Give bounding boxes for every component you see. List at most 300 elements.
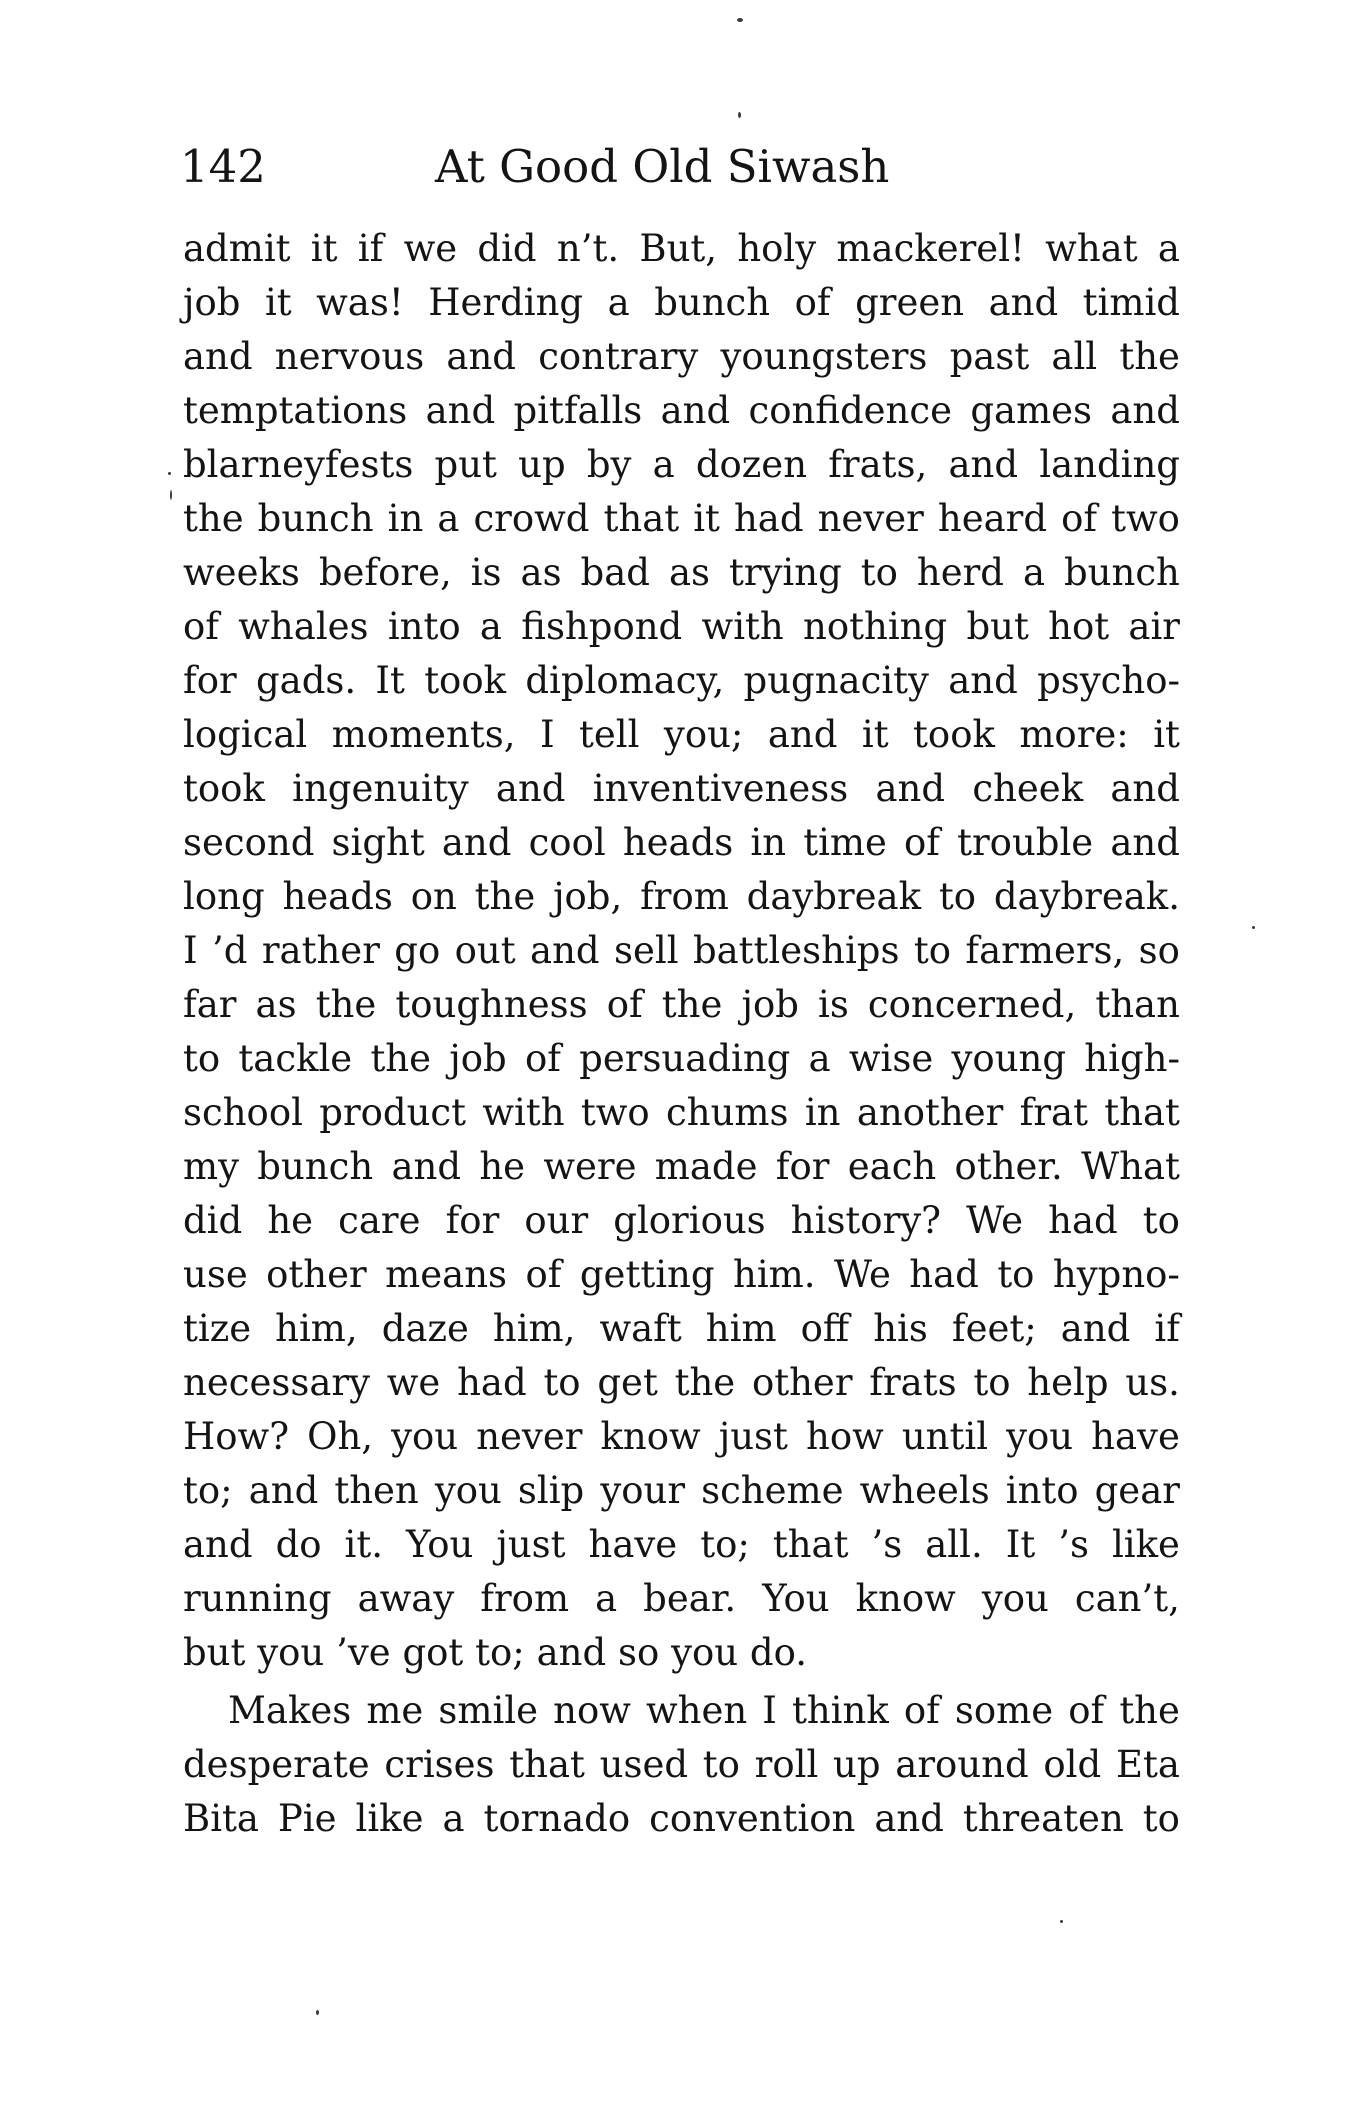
text-line <box>183 276 1180 330</box>
word: the <box>370 1037 432 1080</box>
word: used <box>599 1743 689 1786</box>
word: from <box>640 875 729 918</box>
text-line <box>183 870 1180 924</box>
word: up <box>833 1743 881 1786</box>
word: other <box>266 1253 367 1296</box>
word: and <box>1110 767 1180 810</box>
word: daybreak <box>746 875 922 918</box>
word: is <box>818 983 849 1026</box>
word: two <box>580 1091 650 1134</box>
word: desperate <box>183 1743 370 1786</box>
word: by <box>586 443 632 486</box>
word: and <box>391 1145 462 1188</box>
word: a <box>652 443 675 486</box>
word: it <box>861 713 889 756</box>
word: to <box>702 1743 740 1786</box>
word: and <box>425 389 496 432</box>
text-line <box>183 546 1180 600</box>
word: got <box>402 1631 464 1674</box>
word: job <box>183 281 241 324</box>
word: each <box>847 1145 937 1188</box>
word: like <box>1111 1523 1180 1566</box>
word: of <box>606 983 643 1026</box>
word: two <box>1111 497 1180 540</box>
word: bad <box>580 551 650 594</box>
word: and <box>530 929 600 972</box>
text-line <box>183 600 1180 654</box>
word: youngsters <box>720 335 928 378</box>
running-title: At Good Old Siwash <box>435 140 890 193</box>
word: second <box>183 821 315 864</box>
word: holy <box>737 227 817 270</box>
word: into <box>1005 1469 1079 1512</box>
word: to; <box>700 1523 750 1566</box>
word: and <box>988 281 1059 324</box>
word: necessary <box>183 1361 370 1404</box>
word: We <box>833 1253 891 1296</box>
word: bunch <box>1063 551 1180 594</box>
text-line <box>183 222 1180 276</box>
word: more: <box>1019 713 1129 756</box>
word: took <box>424 659 507 702</box>
word: Herding <box>428 281 584 324</box>
word: you <box>257 1631 325 1674</box>
word: use <box>183 1253 248 1296</box>
word: of <box>1068 1689 1105 1732</box>
text-line <box>183 1518 1180 1572</box>
word: it <box>693 497 720 540</box>
text-line <box>183 762 1180 816</box>
text-line <box>183 1248 1180 1302</box>
word: had <box>457 1361 527 1404</box>
word: know <box>600 1415 701 1458</box>
word: the <box>183 497 244 540</box>
word: crowd <box>473 497 590 540</box>
word: tornado <box>483 1797 631 1840</box>
word: ingenuity <box>292 767 469 810</box>
text-line <box>183 1738 1180 1792</box>
page-number: 142 <box>180 140 266 193</box>
word: had <box>909 1253 979 1296</box>
word: school <box>183 1091 303 1134</box>
word: with <box>701 605 784 648</box>
word: nothing <box>803 605 948 648</box>
word: and <box>446 335 516 378</box>
word: it <box>310 227 338 270</box>
word: and <box>248 1469 319 1512</box>
word: him, <box>492 1307 576 1350</box>
word: sight <box>331 821 425 864</box>
word: and <box>441 821 512 864</box>
word: old <box>1043 1743 1102 1786</box>
word: high- <box>1084 1037 1180 1080</box>
word: time <box>803 821 887 864</box>
word: daybreak. <box>993 875 1180 918</box>
word: tell <box>579 713 640 756</box>
word: to; <box>183 1469 233 1512</box>
text-line <box>183 1572 1180 1626</box>
word: off <box>800 1307 850 1350</box>
word: have <box>1091 1415 1180 1458</box>
print-speck <box>737 18 743 22</box>
text-line <box>183 1626 1180 1680</box>
print-speck <box>738 112 741 118</box>
word: the <box>315 983 377 1026</box>
word: I <box>539 713 555 756</box>
word: I <box>762 1689 777 1732</box>
word: daze <box>381 1307 469 1350</box>
word: a <box>595 1577 618 1620</box>
word: and <box>767 713 838 756</box>
word: ’s <box>1058 1523 1089 1566</box>
word: trying <box>728 551 842 594</box>
print-speck <box>316 2010 319 2015</box>
word: and <box>495 767 566 810</box>
word: cheek <box>972 767 1084 810</box>
word: logical <box>183 713 308 756</box>
word: job, <box>553 875 623 918</box>
word: moments, <box>331 713 516 756</box>
word: of <box>794 281 831 324</box>
word: wheels <box>859 1469 990 1512</box>
print-speck <box>168 472 171 475</box>
word: sell <box>613 929 679 972</box>
word: scheme <box>701 1469 844 1512</box>
word: crises <box>384 1743 495 1786</box>
word: never <box>817 497 924 540</box>
word: do. <box>749 1631 807 1674</box>
word: from <box>480 1577 570 1620</box>
word: that <box>509 1743 585 1786</box>
word: What <box>1081 1145 1180 1188</box>
word: glorious <box>613 1199 766 1242</box>
word: to <box>543 1361 581 1404</box>
text-line <box>183 1356 1180 1410</box>
word: confidence <box>748 389 953 432</box>
word: if <box>357 227 384 270</box>
word: gads. <box>255 659 357 702</box>
word: to; <box>475 1631 525 1674</box>
word: it <box>1153 713 1180 756</box>
word: just <box>718 1415 788 1458</box>
word: psycho- <box>1037 659 1180 702</box>
word: mackerel! <box>836 227 1025 270</box>
print-speck <box>1060 1920 1063 1923</box>
word: of <box>903 1689 940 1732</box>
word: then <box>334 1469 419 1512</box>
word: so <box>617 1631 660 1674</box>
word: pugnacity <box>743 659 929 702</box>
word: another <box>856 1091 1004 1134</box>
text-line <box>183 1140 1180 1194</box>
word: games <box>970 389 1093 432</box>
word: But, <box>639 227 718 270</box>
word: me <box>366 1689 424 1732</box>
word: battleships <box>692 929 900 972</box>
word: dozen <box>695 443 808 486</box>
word: bear. <box>643 1577 737 1620</box>
word: farmers, <box>965 929 1125 972</box>
word: the <box>474 875 536 918</box>
word: in <box>804 1091 841 1134</box>
word: ’d <box>212 929 248 972</box>
word: I <box>183 929 198 972</box>
word: and <box>536 1631 607 1674</box>
word: think <box>791 1689 889 1732</box>
word: job <box>449 1037 507 1080</box>
word: a <box>1157 227 1180 270</box>
word: my <box>183 1145 239 1188</box>
word: but <box>183 1631 246 1674</box>
word: as <box>668 551 710 594</box>
word: Makes <box>228 1689 352 1732</box>
word: before, <box>318 551 452 594</box>
body-text <box>183 222 1180 1846</box>
word: but <box>966 605 1029 648</box>
text-line <box>183 924 1180 978</box>
word: out <box>454 929 516 972</box>
word: is <box>470 551 502 594</box>
print-speck <box>170 490 172 500</box>
word: frat <box>1019 1091 1088 1134</box>
word: green <box>855 281 965 324</box>
word: landing <box>1039 443 1180 486</box>
word: weeks <box>183 551 300 594</box>
text-line <box>183 384 1180 438</box>
word: the <box>1119 1689 1180 1732</box>
word: nervous <box>274 335 425 378</box>
word: a <box>479 605 502 648</box>
word: fishpond <box>521 605 683 648</box>
word: when <box>645 1689 748 1732</box>
text-line <box>183 708 1180 762</box>
word: and <box>875 767 946 810</box>
word: other. <box>954 1145 1063 1188</box>
word: air <box>1128 605 1180 648</box>
word: did <box>183 1199 243 1242</box>
word: Oh, <box>307 1415 374 1458</box>
word: history? <box>790 1199 942 1242</box>
word: his <box>873 1307 928 1350</box>
word: trouble <box>957 821 1094 864</box>
word: frats <box>869 1361 957 1404</box>
word: what <box>1045 227 1138 270</box>
text-line <box>183 1410 1180 1464</box>
word: of <box>183 605 219 648</box>
word: feet; <box>951 1307 1037 1350</box>
word: in <box>750 821 787 864</box>
word: had <box>733 497 804 540</box>
word: help <box>1027 1361 1109 1404</box>
word: heads <box>622 821 734 864</box>
word: took <box>183 767 265 810</box>
word: roll <box>754 1743 819 1786</box>
word: and <box>874 1797 944 1840</box>
word: We <box>966 1199 1024 1242</box>
word: inventiveness <box>592 767 849 810</box>
word: diplomacy, <box>525 659 725 702</box>
word: was! <box>316 281 404 324</box>
text-line <box>183 492 1180 546</box>
word: gear <box>1094 1469 1180 1512</box>
word: with <box>482 1091 565 1134</box>
word: did <box>477 227 537 270</box>
word: if <box>1154 1307 1180 1350</box>
word: you; <box>663 713 744 756</box>
word: away <box>357 1577 455 1620</box>
word: for <box>183 659 237 702</box>
word: until <box>901 1415 989 1458</box>
word: him <box>705 1307 777 1350</box>
word: you <box>1006 1415 1074 1458</box>
word: it. <box>344 1523 384 1566</box>
word: your <box>600 1469 686 1512</box>
word: ’ve <box>336 1631 391 1674</box>
word: around <box>895 1743 1029 1786</box>
word: to <box>938 875 977 918</box>
word: that <box>772 1523 849 1566</box>
word: Eta <box>1115 1743 1180 1786</box>
word: chums <box>666 1091 789 1134</box>
word: wise <box>848 1037 934 1080</box>
word: to <box>860 551 898 594</box>
word: a <box>808 1037 831 1080</box>
word: far <box>183 983 237 1026</box>
word: all. <box>925 1523 983 1566</box>
word: to <box>913 929 952 972</box>
word: convention <box>649 1797 856 1840</box>
word: up <box>518 443 566 486</box>
print-speck <box>1252 926 1255 929</box>
word: were <box>543 1145 637 1188</box>
word: cool <box>528 821 606 864</box>
word: tize <box>183 1307 252 1350</box>
word: for <box>445 1199 500 1242</box>
word: herd <box>916 551 1004 594</box>
word: frats, <box>828 443 928 486</box>
word: some <box>954 1689 1054 1732</box>
word: and <box>660 389 731 432</box>
word: How? <box>183 1415 290 1458</box>
word: never <box>476 1415 583 1458</box>
text-line <box>183 1032 1180 1086</box>
word: all <box>1051 335 1098 378</box>
word: to <box>973 1361 1011 1404</box>
word: bunch <box>654 281 771 324</box>
word: past <box>949 335 1030 378</box>
word: toughness <box>395 983 588 1026</box>
word: bunch <box>257 1145 374 1188</box>
word: slip <box>517 1469 585 1512</box>
word: temptations <box>183 389 408 432</box>
word: You <box>406 1523 474 1566</box>
word: admit <box>183 227 291 270</box>
word: care <box>338 1199 421 1242</box>
text-line <box>183 978 1180 1032</box>
word: Bita <box>183 1797 259 1840</box>
word: as <box>520 551 562 594</box>
word: heads <box>282 875 393 918</box>
word: whales <box>238 605 369 648</box>
text-line <box>183 438 1180 492</box>
word: put <box>434 443 497 486</box>
text-line <box>183 1464 1180 1518</box>
word: for <box>775 1145 830 1188</box>
word: him. <box>732 1253 816 1296</box>
word: n’t. <box>556 227 620 270</box>
word: and <box>1060 1307 1131 1350</box>
word: a <box>437 497 460 540</box>
word: product <box>319 1091 467 1134</box>
word: to <box>183 1037 221 1080</box>
word: he <box>267 1199 314 1242</box>
word: the <box>661 983 723 1026</box>
word: we <box>403 227 458 270</box>
word: Pie <box>277 1797 337 1840</box>
word: to <box>997 1253 1035 1296</box>
text-line <box>183 1792 1180 1846</box>
text-line <box>183 1086 1180 1140</box>
word: other <box>751 1361 853 1404</box>
word: of <box>904 821 940 864</box>
word: us. <box>1125 1361 1180 1404</box>
word: It <box>1005 1523 1036 1566</box>
word: and <box>183 1523 253 1566</box>
word: so <box>1138 929 1180 972</box>
word: young <box>951 1037 1067 1080</box>
word: hypno- <box>1052 1253 1180 1296</box>
word: and <box>1110 389 1180 432</box>
word: as <box>255 983 297 1026</box>
word: to <box>1142 1797 1180 1840</box>
word: job <box>741 983 799 1026</box>
text-line <box>183 1302 1180 1356</box>
word: like <box>355 1797 424 1840</box>
word: on <box>410 875 457 918</box>
word: you <box>981 1577 1049 1620</box>
word: heard <box>937 497 1048 540</box>
word: running <box>183 1577 332 1620</box>
word: tackle <box>238 1037 353 1080</box>
word: waft <box>599 1307 682 1350</box>
word: getting <box>579 1253 715 1296</box>
word: know <box>855 1577 956 1620</box>
word: of <box>524 1037 561 1080</box>
word: and <box>1110 821 1180 864</box>
word: concerned, <box>867 983 1077 1026</box>
word: you <box>391 1415 459 1458</box>
word: took <box>913 713 995 756</box>
text-line <box>183 816 1180 870</box>
word: now <box>553 1689 631 1732</box>
word: can’t, <box>1074 1577 1180 1620</box>
word: and <box>948 443 1019 486</box>
word: had <box>1048 1199 1118 1242</box>
word: made <box>654 1145 758 1188</box>
word: smile <box>438 1689 539 1732</box>
word: have <box>588 1523 678 1566</box>
word: timid <box>1082 281 1180 324</box>
word: you <box>434 1469 502 1512</box>
word: get <box>597 1361 658 1404</box>
word: It <box>375 659 405 702</box>
word: long <box>183 875 265 918</box>
word: threaten <box>962 1797 1124 1840</box>
word: contrary <box>538 335 699 378</box>
word: of <box>525 1253 562 1296</box>
word: rather <box>261 929 380 972</box>
word: a <box>1022 551 1045 594</box>
